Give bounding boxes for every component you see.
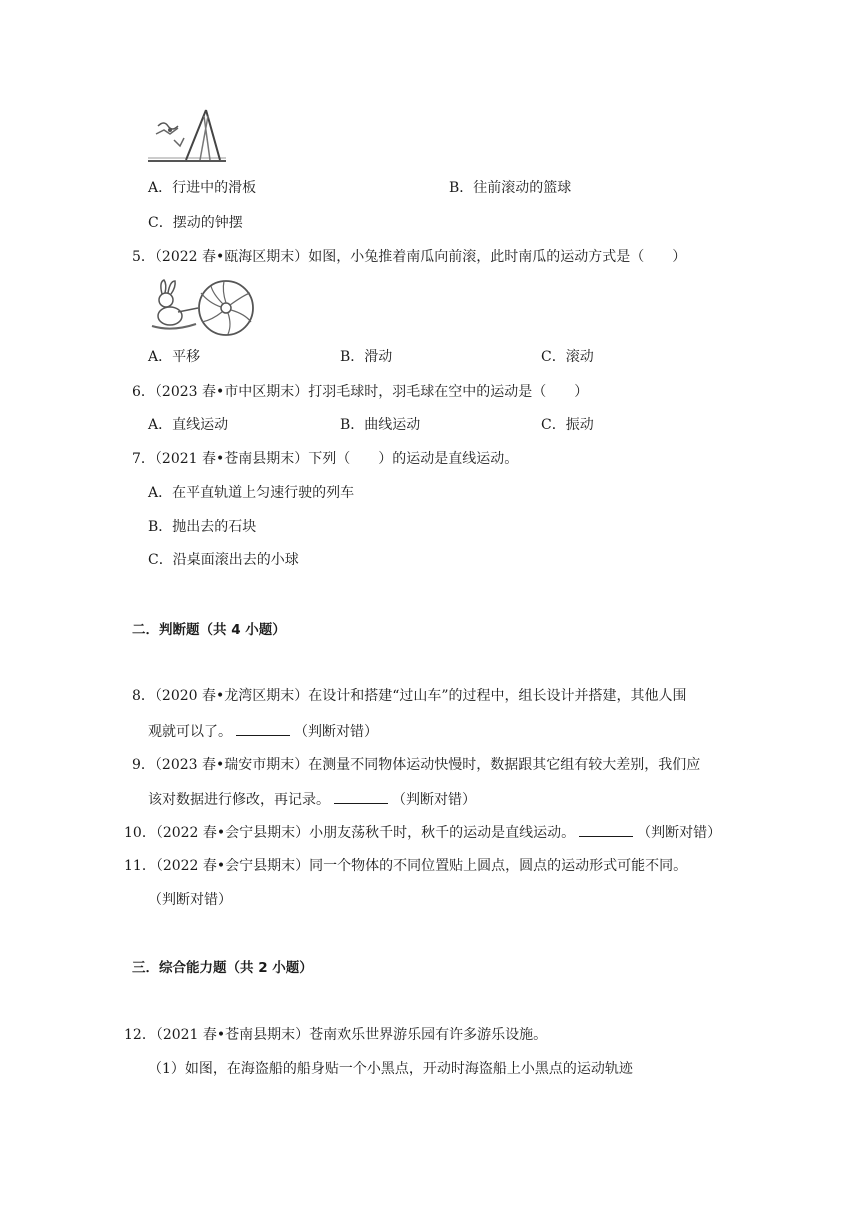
- q7-option-c: C．沿桌面滚出去的小球: [148, 552, 299, 568]
- q10-suffix: （判断对错）: [637, 825, 722, 841]
- q6-stem: 6．（2023 春•市中区期末）打羽毛球时，羽毛球在空中的运动是（ ）: [132, 384, 589, 400]
- q11-line2: （判断对错）: [148, 892, 232, 908]
- q9-answer-blank[interactable]: [334, 789, 388, 804]
- q8-line1: 8．（2020 春•龙湾区期末）在设计和搭建“过山车”的过程中，组长设计并搭建，其他人围: [132, 688, 687, 704]
- q6-option-c: C．振动: [541, 417, 594, 433]
- q10-line1: [124, 822, 721, 843]
- q12-line1: 12．（2021 春•苍南县期末）苍南欢乐世界游乐园有许多游乐设施。: [124, 1027, 548, 1043]
- q5-option-b: B．滑动: [340, 349, 393, 365]
- q8-line2: [148, 721, 378, 742]
- q8-text: 观就可以了。: [148, 724, 232, 740]
- q9-line2: [148, 789, 476, 810]
- q8-suffix: （判断对错）: [294, 724, 378, 740]
- q7-option-b: B．抛出去的石块: [148, 519, 257, 535]
- q11-line1: 11．（2022 春•会宁县期末）同一个物体的不同位置贴上圆点，圆点的运动形式可能不同。: [124, 858, 688, 874]
- q7-option-a: A．在平直轨道上匀速行驶的列车: [148, 485, 355, 501]
- q4-option-b: B．往前滚动的篮球: [449, 180, 572, 196]
- q4-option-c: C．摆动的钟摆: [148, 215, 243, 231]
- section-heading-2: 二．判断题（共 4 小题）: [132, 622, 286, 638]
- q6-option-b: B．曲线运动: [340, 417, 421, 433]
- q12-line2: （1）如图，在海盗船的船身贴一个小黑点，开动时海盗船上小黑点的运动轨迹: [148, 1061, 633, 1077]
- q5-option-c: C．滚动: [541, 349, 594, 365]
- q10-text: 10．（2022 春•会宁县期末）小朋友荡秋千时，秋千的运动是直线运动。: [124, 825, 576, 841]
- q8-answer-blank[interactable]: [236, 721, 290, 736]
- q4-option-a: A．行进中的滑板: [148, 180, 257, 196]
- q7-stem: 7．（2021 春•苍南县期末）下列（ ）的运动是直线运动。: [132, 451, 519, 467]
- q6-option-a: A．直线运动: [148, 417, 229, 433]
- q5-option-a: A．平移: [148, 349, 201, 365]
- rabbit-pumpkin-figure: [148, 278, 260, 338]
- q9-text: 该对数据进行修改，再记录。: [148, 792, 330, 808]
- section-heading-3: 三．综合能力题（共 2 小题）: [132, 960, 313, 976]
- q10-answer-blank[interactable]: [579, 822, 633, 837]
- pendulum-figure: [148, 106, 228, 164]
- q5-stem: 5．（2022 春•瓯海区期末）如图，小兔推着南瓜向前滚，此时南瓜的运动方式是（ ）: [132, 249, 687, 265]
- q9-suffix: （判断对错）: [392, 792, 476, 808]
- q9-line1: 9．（2023 春•瑞安市期末）在测量不同物体运动快慢时，数据跟其它组有较大差别，我们应: [132, 757, 701, 773]
